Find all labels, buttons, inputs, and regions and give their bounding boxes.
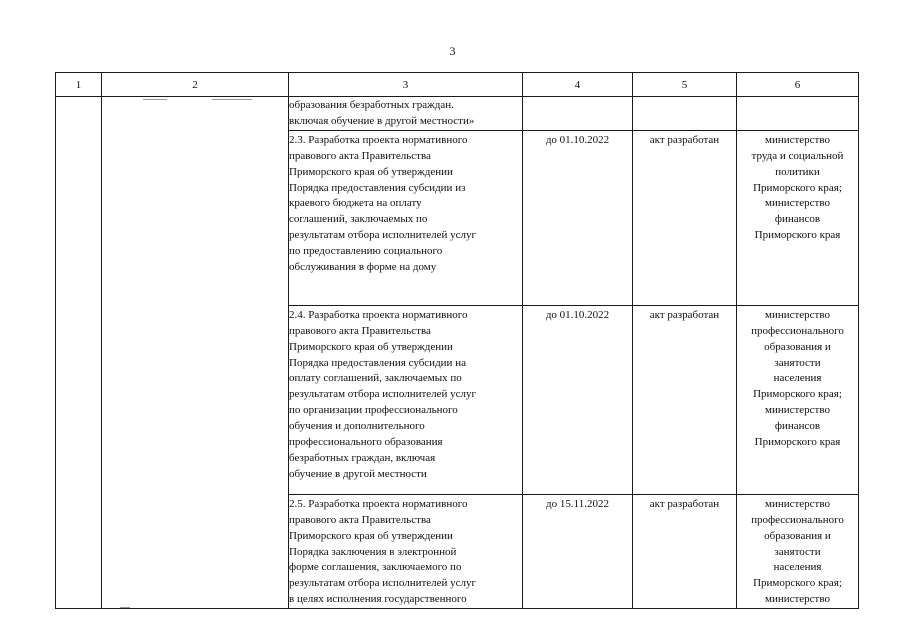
column-header-1: 1 (56, 73, 102, 97)
executor-line: профессионального (751, 324, 844, 337)
deadline-cell: до 01.10.2022 (523, 130, 633, 305)
executor-cell (737, 494, 859, 608)
activity-line: 2.5. Разработка проекта нормативного (289, 497, 468, 510)
executor-line: финансов (774, 213, 821, 226)
activity-line: образования безработных граждан. (289, 99, 454, 111)
executor-line: труда и социальной (751, 149, 844, 162)
executor-line: министерство (764, 197, 830, 210)
activity-line: краевого бюджета на оплату (289, 197, 422, 210)
result-cell: акт разработан (633, 494, 737, 608)
activity-cell (289, 97, 523, 131)
executor-line: политики (775, 165, 820, 178)
activity-line: оплату соглашений, заключаемых по (289, 372, 462, 385)
activity-line: безработных граждан, включая (289, 451, 436, 464)
activity-line: 2.4. Разработка проекта нормативного (289, 308, 468, 321)
executor-line: Приморского края; (753, 577, 842, 590)
deadline-cell: до 15.11.2022 (523, 494, 633, 608)
column-header-5: 5 (633, 73, 737, 97)
column-header-3: 3 (289, 73, 523, 97)
activity-line: Приморского края об утверждении (289, 340, 453, 353)
activity-cell (289, 494, 523, 608)
page-number: 3 (449, 44, 456, 58)
activity-line: Порядка предоставления субсидии на (289, 356, 466, 369)
executor-line: Приморского края (754, 436, 841, 449)
executor-line: занятости (774, 545, 821, 558)
activity-line: включая обучение в другой местности» (289, 114, 475, 127)
number-cell (56, 97, 102, 609)
scan-artifact (120, 607, 130, 608)
activity-line: 2.3. Разработка проекта нормативного (289, 133, 468, 146)
activity-line: правового акта Правительства (289, 149, 431, 162)
executor-line: Приморского края; (753, 388, 842, 401)
column-header-4: 4 (523, 73, 633, 97)
column-header-2: 2 (102, 73, 289, 97)
executor-line: министерство (764, 593, 830, 606)
result-cell: акт разработан (633, 130, 737, 305)
executor-line: образования и (764, 529, 831, 542)
event-cell (102, 97, 289, 609)
executor-line: Приморского края (754, 229, 841, 242)
executor-line: занятости (774, 356, 821, 369)
activity-cell (289, 130, 523, 305)
activity-line: Приморского края об утверждении (289, 165, 453, 178)
activity-line: форме соглашения, заключаемого по (289, 561, 462, 574)
scan-artifact (212, 99, 252, 100)
activity-line: правового акта Правительства (289, 324, 431, 337)
executor-line: образования и (764, 340, 831, 353)
executor-cell (737, 305, 859, 494)
result-cell: акт разработан (633, 305, 737, 494)
activity-line: результатам отбора исполнителей услуг (289, 577, 477, 590)
executor-line: населения (773, 372, 822, 385)
executor-line: министерство (764, 308, 830, 321)
activity-line: по организации профессионального (289, 404, 458, 417)
plan-table (55, 72, 859, 609)
activity-line: Приморского края об утверждении (289, 529, 453, 542)
executor-line: министерство (764, 133, 830, 146)
deadline-cell: до 01.10.2022 (523, 305, 633, 494)
executor-line: министерство (764, 497, 830, 510)
activity-line: правового акта Правительства (289, 513, 431, 526)
activity-line: Порядка предоставления субсидии из (289, 181, 466, 194)
scan-artifact (143, 99, 167, 100)
deadline-cell (523, 97, 633, 131)
activity-line: соглашений, заключаемых по (289, 213, 428, 226)
result-cell (633, 97, 737, 131)
executor-line: финансов (774, 420, 821, 433)
activity-line: Порядка заключения в электронной (289, 545, 457, 558)
table-row (56, 97, 859, 131)
activity-cell (289, 305, 523, 494)
activity-line: обучения и дополнительного (289, 420, 425, 433)
activity-line: обучение в другой местности (289, 467, 427, 480)
executor-line: профессионального (751, 513, 844, 526)
executor-line: министерство (764, 404, 830, 417)
executor-line: населения (773, 561, 822, 574)
executor-line: Приморского края; (753, 181, 842, 194)
table-header-row (56, 73, 859, 97)
executor-cell (737, 130, 859, 305)
column-header-6: 6 (737, 73, 859, 97)
activity-line: профессионального образования (289, 436, 443, 449)
activity-line: результатам отбора исполнителей услуг (289, 229, 477, 242)
activity-line: по предоставлению социального (289, 245, 443, 258)
activity-line: в целях исполнения государственного (289, 593, 467, 606)
activity-line: обслуживания в форме на дому (289, 261, 437, 274)
activity-line: результатам отбора исполнителей услуг (289, 388, 477, 401)
executor-cell (737, 97, 859, 131)
